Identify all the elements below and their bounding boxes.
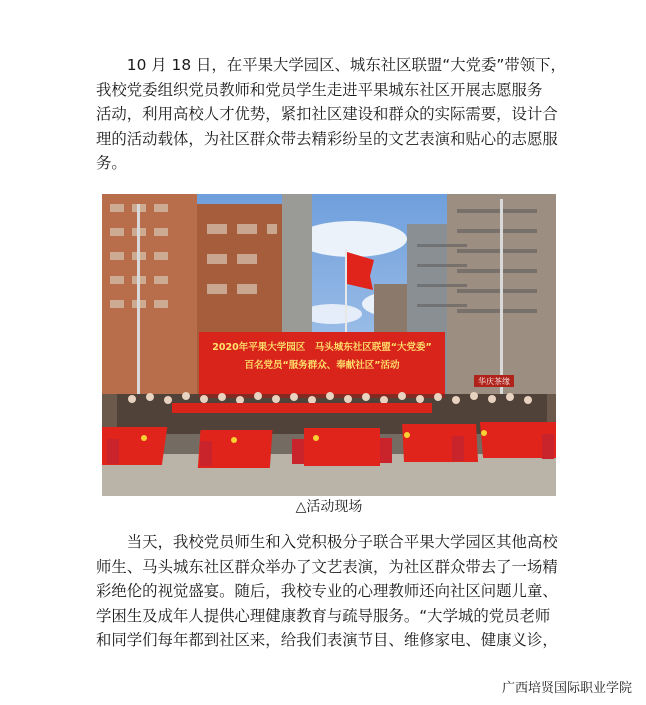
- photo-caption: △活动现场: [295, 499, 363, 515]
- paragraph-line: 师生、马头城东社区群众举办了文艺表演，为社区群众带去了一场精: [96, 557, 558, 576]
- banner-line-2: 百名党员“服务群众、奉献社区”活动: [244, 360, 400, 371]
- event-photo: [102, 194, 556, 496]
- paragraph-line: 我校党委组织党员教师和党员学生走进平果城东社区开展志愿服务: [96, 80, 543, 99]
- banner-line-1: 2020年平果大学园区 马头城东社区联盟“大党委”: [212, 342, 432, 353]
- article-paragraph-2: [96, 530, 556, 653]
- left-building: [102, 194, 197, 394]
- paragraph-line: 理的活动载体，为社区群众带去精彩纷呈的文艺表演和贴心的志愿服: [96, 129, 558, 148]
- paragraph-line: 和同学们每年都到社区来，给我们表演节目、维修家电、健康义诊，: [96, 631, 558, 649]
- shop-sign-text: 华庆茶缘: [478, 377, 510, 386]
- paragraph-line: 当天，我校党员师生和入党积极分子联合平果大学园区其他高校: [96, 533, 558, 551]
- article-paragraph-1: [96, 53, 566, 176]
- cloud: [297, 221, 407, 257]
- paragraph-line: 活动，利用高校人才优势，紧扣社区建设和群众的实际需要，设计合: [96, 105, 558, 123]
- event-photo-illustration: [102, 194, 556, 496]
- tower-column: [282, 194, 312, 334]
- institution-watermark: 广西培贤国际职业学院: [501, 681, 632, 696]
- paragraph-line: 务。: [96, 154, 127, 172]
- paragraph-line: 10 月 18 日，在平果大学园区、城东社区联盟“大党委”带领下，: [96, 56, 566, 74]
- paragraph-line: 彩绝伦的视觉盛宴。随后，我校专业的心理教师还向社区问题儿童、: [96, 582, 558, 600]
- paragraph-line: 学困生及成年人提供心理健康教育与疏导服务。“大学城的党员老师: [96, 606, 551, 625]
